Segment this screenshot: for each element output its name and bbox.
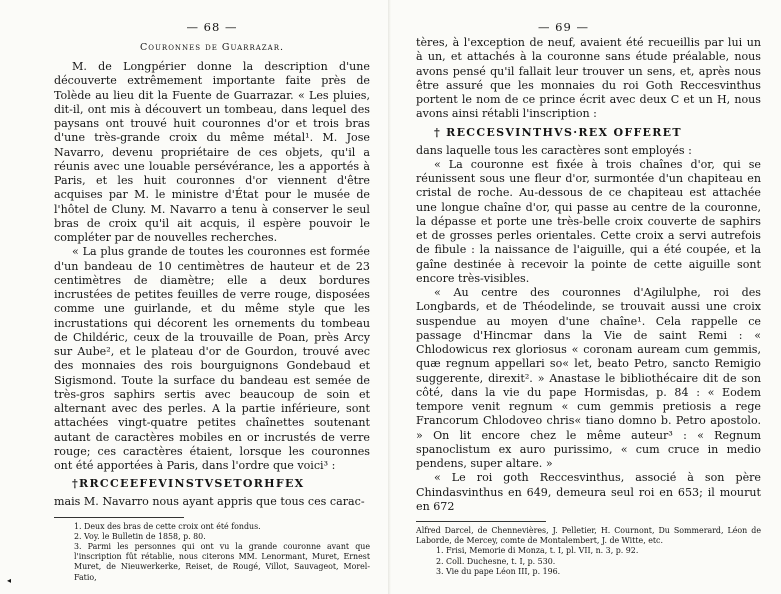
inscription: †RRCCEEFEVINSTVSETORHFEX xyxy=(72,477,305,491)
left-page xyxy=(0,0,390,594)
paragraph: M. de Longpérier donne la description d'une découverte extrêmement importante faite près de Tolède au lieu dit la Fuente de Guarrazar. « Les pluies, dit-il, ont mis à découvert un tombeau, dans lequel des paysans ont trouvé huit couronnes d'or et trois bras d'une très-grande croix du même métal¹. M. Jose Navarro, devenu propriétaire de ces objets, qu'il a réunis avec une louable persévérance, les a apportés à Paris, et les huit couronnes d'or viennent d'être acquises par M. le ministre d'État pour le musée de l'hôtel de Cluny. M. Navarro a tenu à conserver le seul bras de croix qu'il ait acquis, il espère pouvoir le compléter par de nouvelles recherches. xyxy=(54,60,370,244)
body-text xyxy=(54,60,370,510)
paragraph: « La plus grande de toutes les couronnes est formée d'un bandeau de 10 centimètres de hauteur et de 23 centimètres de diamètre; elle a deux bordures incrustées de petites feuilles de verre rouge, disposées comme une guirlande, et du même style que les incrustations qui décorent les ornements du tombeau de Childéric, ceux de la trouvaille de Poan, près Arcy sur Aube², et le plateau d'or de Gourdon, trouvé avec des monnaies des rois bourguignons Gondebaud et Sigismond. Toute la surface du bandeau est semée de très-gros saphirs sertis avec beaucoup de soin et alternant avec des perles. A la partie inférieure, sont attachées vingt-quatre petites chaînettes soutenant autant de caractères mobiles en or incrustés de verre rouge; ces caractères étaient, lorsque les couronnes ont été apportées à Paris, dans l'ordre que voici³ : xyxy=(54,245,370,472)
footnote: 2. Coll. Duchesne, t. I, p. 530. xyxy=(436,556,556,566)
paragraph: « La couronne est fixée à trois chaînes d'or, qui se réunissent sous une fleur d'or, surmontée d'un chapiteau en cristal de roche. Au-dessous de ce chapiteau est attachée une longue chaîne d'or, qui passe au centre de la couronne, la dépasse et porte une très-belle croix couverte de saphirs et de grosses perles orientales. Cette croix a servi autrefois de fibule : la naissance de l'aiguille, qui a été coupée, et la gaîne destinée à recevoir la pointe de cette aiguille sont encore très-visibles. xyxy=(416,157,761,285)
page-number: — 69 — xyxy=(538,20,589,34)
footnote: 3. Parmi les personnes qui ont vu la grande couronne avant que l'inscription fût rétablie, nous citerons MM. Lenormant, Muret, Ernest Muret, de Nieuwerkerke, Reiset, de Rougé, Villot, Sauvageot, Morel-Fatio, xyxy=(74,541,370,582)
footnote: 1. Deux des bras de cette croix ont été fondus. xyxy=(74,521,261,531)
paragraph: « Au centre des couronnes d'Agilulphe, roi des Longbards, et de Théodelinde, se trouvait aussi une croix suspendue au moyen d'une chaîne¹. Cela rappelle ce passage d'Hincmar dans la Vie de saint Remi : « Chlodowicus rex gloriosus « coronam auream cum gemmis, quæ regnum appellari so« let, beato Petro, sancto Remigio suggerente, direxit². » Anastase le bibliothécaire dit de son côté, dans la vie du pape Hormisdas, p. 84 : « Eodem tempore venit regnum « cum gemmis pretiosis a rege Francorum Chlodoveo chris« tiano domno b. Petro apostolo. » On lit encore chez le même auteur³ : « Regnum spanoclistum ex auro purissimo, « cum cruce in medio pendens, super altare. » xyxy=(416,286,761,470)
paragraph: tères, à l'exception de neuf, avaient été recueillis par lui un à un, et attachés à la couronne sans étude préalable, nous avons pensé qu'il fallait leur trouver un sens, et, après nous être assuré que les monnaies du roi Goth Reccesvinthus portent le nom de ce prince écrit avec deux C et un H, nous avons ainsi rétabli l'inscription : xyxy=(416,36,761,121)
paragraph: « Le roi goth Reccesvinthus, associé à son père Chindasvinthus en 649, demeura seul roi en 653; il mourut en 672 xyxy=(416,471,761,513)
footnote: 3. Vie du pape Léon III, p. 196. xyxy=(436,566,561,576)
body-text xyxy=(416,36,761,514)
paragraph: mais M. Navarro nous ayant appris que tous ces carac- xyxy=(54,495,365,509)
scan-mark: ◂ xyxy=(7,576,12,585)
footnotes xyxy=(54,522,370,583)
footnote-continuation: Alfred Darcel, de Chennevières, J. Pelletier, H. Cournont, Du Sommerard, Léon de Laborde, de Mercey, comte de Montalembert, J. de Witte, etc. xyxy=(416,526,761,546)
footnote: 1. Frisi, Memorie di Monza, t. I, pl. VII, n. 3, p. 92. xyxy=(436,546,639,556)
footnotes xyxy=(416,526,761,577)
footnote: 2. Voy. le Bulletin de 1858, p. 80. xyxy=(74,531,206,541)
inscription: † RECCESVINTHVS·REX OFFERET xyxy=(434,125,682,139)
footnote-rule xyxy=(54,517,184,518)
right-page xyxy=(390,0,781,594)
paragraph: dans laquelle tous les caractères sont employés : xyxy=(416,143,692,157)
footnote-rule xyxy=(416,521,546,522)
section-heading: Couronnes de Guarrazar. xyxy=(140,42,284,53)
page-number: — 68 — xyxy=(186,20,238,34)
